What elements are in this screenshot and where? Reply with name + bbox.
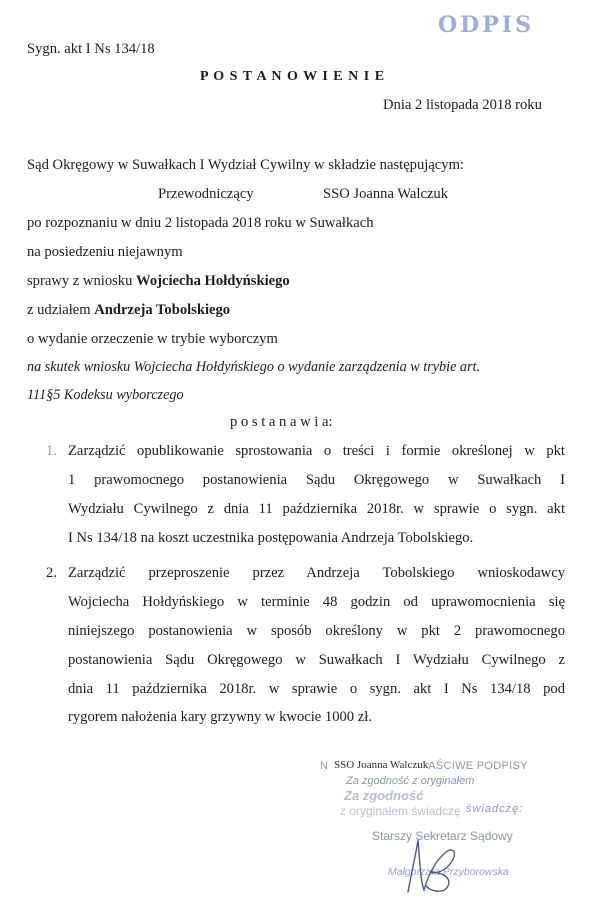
item-1-line-2: 1 prawomocnego postanowienia Sądu Okręgowego w Suwałkach I [68, 472, 565, 488]
item-2-line-6: rygorem nałożenia kary grzywny w kwocie 1000 zł. [68, 709, 372, 725]
court-composition: Sąd Okręgowy w Suwałkach I Wydział Cywilny w składzie następującym: [27, 157, 464, 173]
hearing-date-line: po rozpoznaniu w dniu 2 listopada 2018 roku w Suwałkach [27, 215, 374, 231]
motion-line: na skutek wniosku Wojciecha Hołdyńskiego o wydanie zarządzenia w trybie art. [27, 359, 481, 375]
item-2-line-5: dnia 11 października 2018r. w sprawie o sygn. akt I Ns 134/18 pod [68, 681, 565, 697]
presiding-label: Przewodniczący [158, 186, 254, 202]
presiding-judge: SSO Joanna Walczuk [323, 186, 449, 202]
applicant-line [27, 272, 290, 290]
applicant-prefix: sprawy z wniosku [27, 273, 137, 289]
decides-heading: p o s t a n a w i a: [230, 414, 333, 430]
legal-basis-line: 111§5 Kodeksu wyborczego [27, 387, 184, 403]
session-type-line: na posiedzeniu niejawnym [27, 244, 183, 260]
participant-name: Andrzeja Tobolskiego [94, 302, 231, 318]
certification-conformity: Za zgodność z oryginałem [346, 775, 475, 787]
applicant-name: Wojciecha Hołdyńskiego [136, 273, 290, 289]
typed-signature: SSO Joanna Walczuk [334, 759, 429, 771]
document-title: P O S T A N O W I E N I E [200, 69, 386, 84]
item-1-line-3: Wydziału Cywilnego z dnia 11 października 2018r. w sprawie o sygn. akt [68, 501, 565, 517]
item-2-line-4: postanowienia Sądu Okręgowego w Suwałkach I Wydziału Cywilnego z [68, 652, 565, 668]
item-2-line-2: Wojciecha Hołdyńskiego w terminie 48 godzin od uprawomocnienia się [68, 594, 565, 610]
item-1-number: 1. [46, 443, 57, 459]
item-2-number: 2. [46, 565, 57, 581]
odpis-stamp: ODPIS [438, 12, 534, 38]
item-2-line-1: Zarządzić przeproszenie przez Andrzeja Tobolskiego wnioskodawcy [68, 565, 565, 581]
certification-conformity-faded: Za zgodność [344, 788, 424, 803]
participant-line [27, 301, 230, 319]
decision-date: Dnia 2 listopada 2018 roku [383, 97, 542, 113]
case-reference: Sygn. akt I Ns 134/18 [27, 41, 155, 57]
item-2-line-3: niniejszego postanowienia w sposób określony w pkt 2 prawomocnego [68, 623, 565, 639]
secretary-name: Małgorzata Przyborowska [388, 866, 509, 878]
secretary-role: Starszy Sekretarz Sądowy [372, 829, 513, 843]
certification-attest: świadczę: [466, 803, 524, 815]
subject-line: o wydanie orzeczenie w trybie wyborczym [27, 331, 278, 347]
certification-header: N AŚCIWE PODPISY [320, 760, 528, 772]
item-1-line-4: I Ns 134/18 na koszt uczestnika postępowania Andrzeja Tobolskiego. [68, 530, 474, 546]
item-1-line-1: Zarządzić opublikowanie sprostowania o treści i formie określonej w pkt [68, 443, 565, 459]
handwritten-signature [394, 832, 474, 898]
certification-original-faded: z oryginałem świadczę [340, 804, 461, 818]
participant-prefix: z udziałem [27, 302, 95, 318]
